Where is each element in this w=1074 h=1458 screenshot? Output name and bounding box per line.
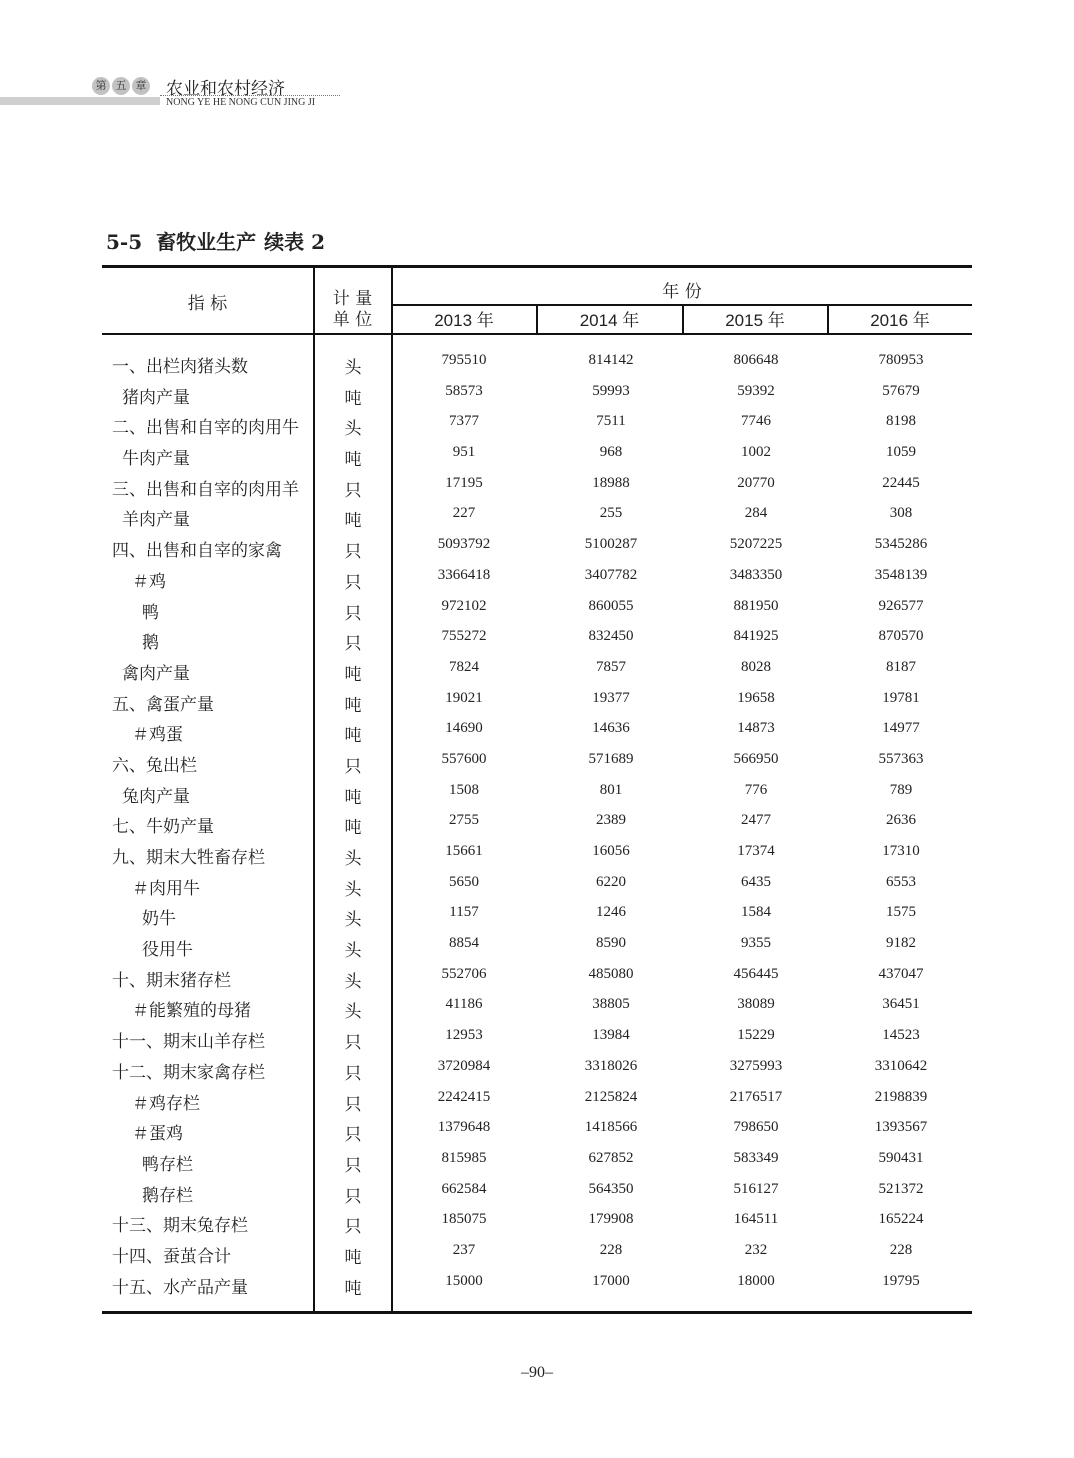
row-value: 1393567 bbox=[874, 1119, 928, 1136]
row-unit: 吨 bbox=[344, 450, 362, 471]
row-value: 8187 bbox=[886, 658, 916, 675]
row-value: 3548139 bbox=[874, 566, 928, 583]
row-value: 780953 bbox=[878, 352, 924, 368]
row-value: 19795 bbox=[882, 1272, 920, 1289]
row-value: 9182 bbox=[886, 935, 916, 952]
table-subtitle: 续表 2 bbox=[264, 230, 326, 254]
row-value: 1002 bbox=[741, 444, 771, 461]
row-unit: 只 bbox=[344, 480, 362, 501]
row-value: 571689 bbox=[588, 750, 634, 767]
row-value: 841925 bbox=[733, 628, 779, 645]
row-unit: 吨 bbox=[344, 1278, 362, 1299]
row-value: 19377 bbox=[592, 689, 630, 706]
row-value: 2755 bbox=[449, 812, 479, 829]
chapter-badge-char: 章 bbox=[132, 77, 150, 95]
row-value: 2389 bbox=[596, 812, 626, 829]
row-label: 十、期末猪存栏 bbox=[112, 970, 231, 991]
row-value: 926577 bbox=[878, 597, 924, 614]
chapter-pinyin: NONG YE HE NONG CUN JING JI bbox=[166, 97, 316, 108]
row-value: 17000 bbox=[592, 1272, 630, 1289]
table-row bbox=[102, 1267, 972, 1298]
table-name: 畜牧业生产 bbox=[156, 230, 257, 254]
row-value: 308 bbox=[889, 505, 913, 522]
header-indicator: 指 标 bbox=[187, 294, 228, 314]
row-label: 六、兔出栏 bbox=[112, 755, 197, 776]
table-row bbox=[102, 898, 972, 929]
row-unit: 只 bbox=[344, 756, 362, 777]
row-value: 2636 bbox=[886, 812, 916, 829]
row-unit: 头 bbox=[344, 971, 362, 992]
row-unit: 吨 bbox=[344, 1247, 362, 1268]
row-value: 5345286 bbox=[874, 536, 928, 553]
row-value: 19021 bbox=[445, 689, 483, 706]
row-value: 3310642 bbox=[874, 1057, 928, 1074]
row-value: 14690 bbox=[445, 720, 483, 737]
row-label: 十四、蚕茧合计 bbox=[112, 1246, 231, 1267]
row-unit: 只 bbox=[344, 1155, 362, 1176]
row-value: 2477 bbox=[741, 812, 771, 829]
row-label: 五、禽蛋产量 bbox=[112, 694, 214, 715]
row-value: 5207225 bbox=[729, 536, 783, 553]
row-unit: 吨 bbox=[344, 818, 362, 839]
row-label: ＃鸡 bbox=[132, 571, 166, 592]
table-row bbox=[102, 407, 972, 438]
row-value: 36451 bbox=[882, 996, 920, 1013]
row-value: 870570 bbox=[878, 628, 924, 645]
row-value: 557600 bbox=[441, 750, 487, 767]
row-value: 2125824 bbox=[584, 1088, 638, 1105]
row-unit: 吨 bbox=[344, 787, 362, 808]
row-value: 7824 bbox=[449, 658, 479, 675]
page-number: –90– bbox=[521, 1364, 553, 1381]
row-label: 役用牛 bbox=[142, 940, 193, 961]
row-value: 20770 bbox=[737, 474, 775, 491]
table-number: 5-5 bbox=[106, 230, 143, 254]
row-unit: 头 bbox=[344, 358, 362, 378]
row-value: 9355 bbox=[741, 935, 771, 952]
row-unit: 吨 bbox=[344, 695, 362, 716]
chapter-badge-char: 五 bbox=[112, 77, 130, 95]
row-unit: 只 bbox=[344, 1094, 362, 1115]
row-value: 14523 bbox=[882, 1027, 920, 1044]
row-value: 3366418 bbox=[437, 566, 491, 583]
row-value: 17374 bbox=[737, 843, 775, 859]
row-label: ＃肉用牛 bbox=[132, 878, 200, 899]
table-row bbox=[102, 837, 972, 868]
row-value: 1157 bbox=[449, 904, 479, 921]
row-value: 15661 bbox=[445, 843, 483, 859]
row-unit: 只 bbox=[344, 603, 362, 624]
row-value: 18000 bbox=[737, 1272, 775, 1289]
table-row bbox=[102, 1144, 972, 1175]
header-unit-line1: 计 量 bbox=[332, 289, 373, 309]
chapter-badge-char: 第 bbox=[92, 77, 110, 95]
table-row bbox=[102, 1021, 972, 1052]
row-unit: 只 bbox=[344, 1186, 362, 1207]
row-value: 1246 bbox=[596, 904, 626, 921]
table-row bbox=[102, 622, 972, 653]
row-value: 164511 bbox=[733, 1211, 779, 1228]
row-label: ＃鸡存栏 bbox=[132, 1093, 200, 1114]
row-value: 832450 bbox=[588, 628, 634, 645]
row-value: 7746 bbox=[741, 413, 771, 430]
row-value: 815985 bbox=[441, 1149, 487, 1166]
row-value: 1379648 bbox=[437, 1119, 491, 1136]
row-value: 59993 bbox=[592, 382, 630, 399]
row-value: 2242415 bbox=[437, 1088, 491, 1105]
table-row bbox=[102, 868, 972, 899]
row-value: 6553 bbox=[886, 873, 916, 890]
row-unit: 吨 bbox=[344, 726, 362, 747]
row-value: 19658 bbox=[737, 689, 775, 706]
row-value: 6435 bbox=[741, 873, 771, 890]
row-value: 41186 bbox=[445, 996, 483, 1013]
row-value: 798650 bbox=[733, 1119, 779, 1136]
table-row bbox=[102, 377, 972, 408]
table-row bbox=[102, 1083, 972, 1114]
row-value: 59392 bbox=[737, 382, 775, 399]
row-value: 814142 bbox=[588, 352, 634, 368]
row-label: ＃鸡蛋 bbox=[132, 725, 183, 746]
row-value: 58573 bbox=[445, 382, 483, 399]
table-bottom-rule bbox=[102, 1311, 972, 1314]
row-value: 583349 bbox=[733, 1149, 779, 1166]
row-value: 3483350 bbox=[729, 566, 783, 583]
table-row bbox=[102, 1236, 972, 1267]
table-header-rule bbox=[102, 333, 972, 335]
row-value: 6220 bbox=[596, 873, 626, 890]
year-group-rule bbox=[392, 304, 972, 306]
row-unit: 只 bbox=[344, 1217, 362, 1238]
row-label: 牛肉产量 bbox=[122, 449, 190, 470]
row-value: 7857 bbox=[596, 658, 626, 675]
row-value: 972102 bbox=[441, 597, 487, 614]
row-value: 22445 bbox=[882, 474, 920, 491]
row-value: 14636 bbox=[592, 720, 630, 737]
row-value: 552706 bbox=[441, 965, 487, 982]
row-value: 179908 bbox=[588, 1211, 634, 1228]
row-value: 516127 bbox=[733, 1180, 779, 1197]
row-value: 564350 bbox=[588, 1180, 634, 1197]
row-label: 兔肉产量 bbox=[122, 786, 190, 807]
row-value: 8028 bbox=[741, 658, 771, 675]
row-value: 57679 bbox=[882, 382, 920, 399]
row-value: 627852 bbox=[588, 1149, 634, 1166]
table-row bbox=[102, 1113, 972, 1144]
row-value: 13984 bbox=[592, 1027, 630, 1044]
row-value: 185075 bbox=[441, 1211, 487, 1228]
row-value: 5093792 bbox=[437, 536, 491, 553]
table-row bbox=[102, 653, 972, 684]
row-unit: 吨 bbox=[344, 664, 362, 685]
header-year: 2015 年 bbox=[725, 311, 785, 330]
row-value: 38089 bbox=[737, 996, 775, 1013]
row-value: 38805 bbox=[592, 996, 630, 1013]
row-value: 228 bbox=[889, 1241, 913, 1258]
row-label: 十三、期末兔存栏 bbox=[112, 1216, 248, 1237]
chapter-badge bbox=[92, 77, 150, 95]
row-value: 165224 bbox=[878, 1211, 924, 1228]
row-value: 237 bbox=[452, 1241, 476, 1258]
table-row bbox=[102, 960, 972, 991]
row-value: 8854 bbox=[449, 935, 479, 952]
row-value: 14873 bbox=[737, 720, 775, 737]
row-value: 284 bbox=[744, 505, 768, 522]
row-label: ＃能繁殖的母猪 bbox=[132, 1001, 251, 1022]
row-value: 3275993 bbox=[729, 1057, 783, 1074]
table-row bbox=[102, 499, 972, 530]
table-row bbox=[102, 1052, 972, 1083]
row-value: 755272 bbox=[441, 628, 487, 645]
row-value: 12953 bbox=[445, 1027, 483, 1044]
header-year-group: 年 份 bbox=[662, 282, 702, 302]
header-bar bbox=[0, 97, 160, 105]
row-unit: 头 bbox=[344, 941, 362, 962]
row-label: 九、期末大牲畜存栏 bbox=[112, 848, 265, 868]
row-value: 227 bbox=[452, 505, 476, 522]
row-label: 鸭存栏 bbox=[142, 1154, 193, 1175]
row-label: 鸭 bbox=[142, 602, 159, 623]
row-value: 1418566 bbox=[584, 1119, 638, 1136]
row-value: 8198 bbox=[886, 413, 916, 430]
row-label: 二、出售和自宰的肉用牛 bbox=[112, 418, 299, 439]
row-value: 17310 bbox=[882, 843, 920, 859]
row-value: 7377 bbox=[449, 413, 479, 430]
row-value: 968 bbox=[599, 444, 623, 461]
row-unit: 头 bbox=[344, 419, 362, 440]
row-value: 3720984 bbox=[437, 1057, 491, 1074]
row-value: 232 bbox=[744, 1241, 768, 1258]
row-value: 8590 bbox=[596, 935, 626, 952]
row-value: 255 bbox=[599, 505, 623, 522]
row-value: 789 bbox=[889, 781, 913, 798]
row-label: 四、出售和自宰的家禽 bbox=[112, 541, 282, 562]
row-value: 2198839 bbox=[874, 1088, 928, 1105]
row-unit: 只 bbox=[344, 1063, 362, 1084]
row-label: 羊肉产量 bbox=[122, 510, 190, 531]
row-value: 776 bbox=[744, 781, 768, 798]
row-label: 十二、期末家禽存栏 bbox=[112, 1062, 265, 1083]
table-row bbox=[102, 776, 972, 807]
row-unit: 只 bbox=[344, 1125, 362, 1146]
row-value: 15000 bbox=[445, 1272, 483, 1289]
row-value: 1584 bbox=[741, 904, 771, 921]
row-unit: 头 bbox=[344, 910, 362, 931]
row-unit: 只 bbox=[344, 572, 362, 593]
row-unit: 只 bbox=[344, 1033, 362, 1054]
table-row bbox=[102, 929, 972, 960]
chapter-title: 农业和农村经济 bbox=[166, 79, 285, 99]
row-label: 鹅存栏 bbox=[142, 1185, 193, 1206]
row-value: 521372 bbox=[878, 1180, 924, 1197]
row-label: 十一、期末山羊存栏 bbox=[112, 1032, 265, 1053]
row-value: 2176517 bbox=[729, 1088, 783, 1105]
row-label: 奶牛 bbox=[142, 909, 176, 930]
row-unit: 头 bbox=[344, 1002, 362, 1023]
table-row bbox=[102, 346, 972, 377]
row-value: 662584 bbox=[441, 1180, 487, 1197]
table-row bbox=[102, 684, 972, 715]
row-unit: 头 bbox=[344, 849, 362, 869]
row-unit: 吨 bbox=[344, 388, 362, 409]
row-value: 795510 bbox=[441, 352, 487, 368]
row-value: 17195 bbox=[445, 474, 483, 491]
table-title bbox=[106, 226, 325, 255]
row-label: 猪肉产量 bbox=[122, 387, 190, 408]
header-year: 2013 年 bbox=[434, 311, 494, 330]
row-label: ＃蛋鸡 bbox=[132, 1124, 183, 1145]
row-value: 19781 bbox=[882, 689, 920, 706]
row-value: 14977 bbox=[882, 720, 920, 737]
row-value: 3318026 bbox=[584, 1057, 638, 1074]
table-row bbox=[102, 561, 972, 592]
table-row bbox=[102, 1175, 972, 1206]
row-label: 十五、水产品产量 bbox=[112, 1277, 248, 1298]
row-value: 557363 bbox=[878, 750, 924, 767]
row-label: 鹅 bbox=[142, 633, 159, 654]
row-label: 七、牛奶产量 bbox=[112, 817, 214, 838]
header-divider bbox=[160, 95, 340, 96]
row-unit: 只 bbox=[344, 542, 362, 563]
row-value: 590431 bbox=[878, 1149, 924, 1166]
row-value: 801 bbox=[599, 781, 623, 798]
row-value: 456445 bbox=[733, 965, 779, 982]
row-unit: 吨 bbox=[344, 511, 362, 532]
table-body bbox=[102, 346, 972, 1297]
table-row bbox=[102, 990, 972, 1021]
row-value: 485080 bbox=[588, 965, 634, 982]
table-row bbox=[102, 530, 972, 561]
header-year: 2016 年 bbox=[870, 311, 930, 330]
row-unit: 头 bbox=[344, 879, 362, 900]
header-year: 2014 年 bbox=[579, 311, 640, 330]
row-label: 一、出栏肉猪头数 bbox=[112, 357, 248, 377]
row-value: 566950 bbox=[733, 750, 779, 767]
header-unit-line2: 单 位 bbox=[332, 310, 373, 330]
row-value: 16056 bbox=[592, 843, 630, 859]
row-value: 881950 bbox=[733, 597, 779, 614]
table-row bbox=[102, 438, 972, 469]
row-value: 1575 bbox=[886, 904, 916, 921]
row-value: 5100287 bbox=[584, 536, 638, 553]
row-value: 15229 bbox=[737, 1027, 775, 1044]
row-value: 951 bbox=[452, 444, 476, 461]
row-label: 三、出售和自宰的肉用羊 bbox=[112, 479, 299, 500]
row-unit: 只 bbox=[344, 634, 362, 655]
row-label: 禽肉产量 bbox=[122, 663, 190, 684]
row-value: 1059 bbox=[886, 444, 916, 461]
table-row bbox=[102, 714, 972, 745]
table-row bbox=[102, 806, 972, 837]
row-value: 860055 bbox=[588, 597, 634, 614]
row-value: 18988 bbox=[592, 474, 630, 491]
row-value: 5650 bbox=[449, 873, 479, 890]
row-value: 1508 bbox=[449, 781, 479, 798]
row-value: 437047 bbox=[878, 965, 924, 982]
table-top-rule bbox=[102, 265, 972, 268]
table-row bbox=[102, 469, 972, 500]
table-row bbox=[102, 592, 972, 623]
row-value: 7511 bbox=[596, 413, 626, 430]
table-row bbox=[102, 1205, 972, 1236]
row-value: 806648 bbox=[733, 352, 779, 368]
row-value: 3407782 bbox=[584, 566, 638, 583]
table-row bbox=[102, 745, 972, 776]
row-value: 228 bbox=[599, 1241, 623, 1258]
